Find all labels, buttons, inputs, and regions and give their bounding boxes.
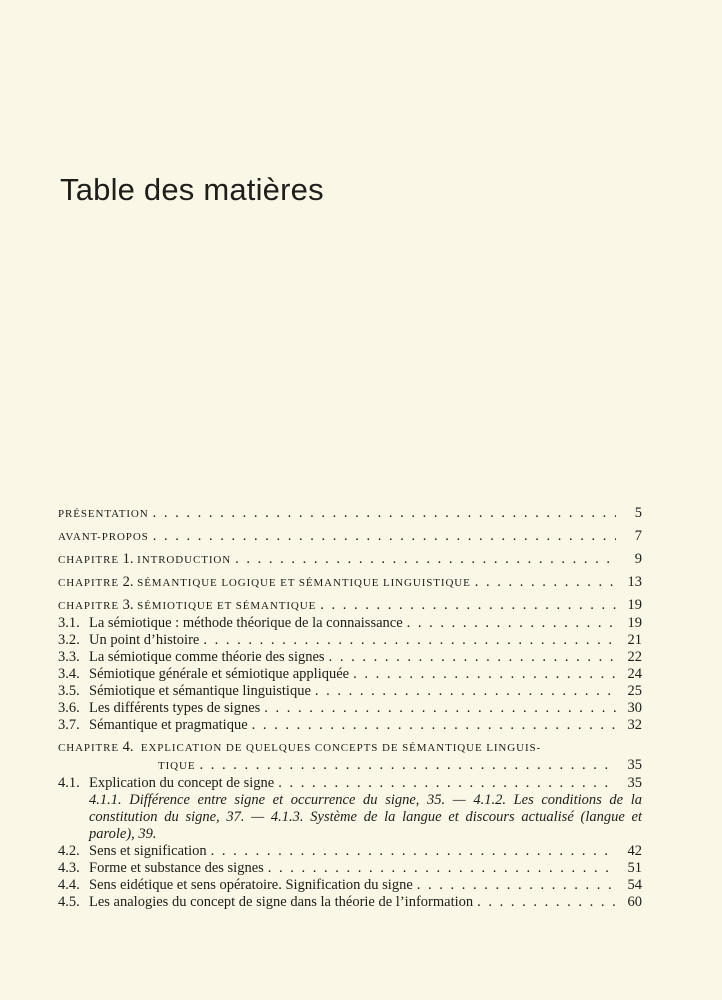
section-label: Sémiotique générale et sémiotique appliquée — [89, 666, 350, 682]
section-page: 35 — [627, 775, 642, 791]
toc-section-4-3[interactable] — [58, 860, 642, 877]
section-number: 4.3. — [58, 860, 80, 876]
section-number: 4.4. — [58, 877, 80, 893]
entry-page: 35 — [627, 757, 642, 773]
toc-entry-chapitre-4-cont — [58, 757, 642, 775]
section-number: 3.6. — [58, 700, 80, 716]
chapter-number: 2. — [122, 574, 134, 590]
entry-label-line2: TIQUE — [158, 760, 196, 772]
dot-leader — [329, 649, 616, 666]
section-label: Sémantique et pragmatique — [89, 717, 248, 733]
section-label: Sémiotique et sémantique linguistique — [89, 683, 311, 699]
entry-page: 9 — [634, 551, 642, 567]
section-number: 3.2. — [58, 632, 80, 648]
section-number: 3.1. — [58, 615, 80, 631]
toc-entry-chapitre-4[interactable] — [58, 739, 642, 757]
section-number: 4.5. — [58, 894, 80, 910]
section-label: Sens et signification — [89, 843, 207, 859]
toc-entry-avant-propos[interactable] — [58, 528, 642, 546]
dot-leader — [153, 505, 616, 522]
section-page: 25 — [627, 683, 642, 699]
toc-section-3-5[interactable] — [58, 683, 642, 700]
entry-page: 7 — [634, 528, 642, 544]
toc-section-3-4[interactable] — [58, 666, 642, 683]
section-label: Un point d’histoire — [89, 632, 200, 648]
toc-section-3-7[interactable] — [58, 717, 642, 734]
section-label: La sémiotique comme théorie des signes — [89, 649, 325, 665]
section-page: 19 — [627, 615, 642, 631]
entry-page: 13 — [627, 574, 642, 590]
chapter-prefix: CHAPITRE — [58, 577, 119, 589]
chapter-number: 4. — [122, 739, 134, 755]
dot-leader — [353, 666, 616, 683]
dot-leader — [203, 632, 616, 649]
entry-label: INTRODUCTION — [137, 554, 232, 566]
section-label: Les analogies du concept de signe dans la théorie de l’information — [89, 894, 474, 910]
dot-leader — [407, 615, 616, 632]
dot-leader — [235, 551, 616, 568]
section-number: 4.2. — [58, 843, 80, 859]
dot-leader — [200, 757, 617, 774]
chapter-prefix: CHAPITRE — [58, 742, 119, 754]
entry-label: AVANT-PROPOS — [58, 531, 149, 543]
section-page: 60 — [627, 894, 642, 910]
dot-leader — [211, 843, 616, 860]
chapter-number: 3. — [122, 597, 134, 613]
dot-leader — [252, 717, 616, 734]
section-page: 54 — [627, 877, 642, 893]
section-number: 4.1. — [58, 775, 80, 791]
entry-page: 5 — [634, 505, 642, 521]
toc-entry-presentation[interactable] — [58, 505, 642, 523]
entry-label: PRÉSENTATION — [58, 508, 149, 520]
section-number: 3.7. — [58, 717, 80, 733]
chapter-prefix: CHAPITRE — [58, 554, 119, 566]
section-number: 3.3. — [58, 649, 80, 665]
subsection-list: 4.1.1. Différence entre signe et occurrence du signe, 35. — 4.1.2. Les conditions de la constitution du signe, 37. — 4.1.3. Système de la langue et discours actualisé (langue et parole), 39. — [89, 792, 642, 842]
chapter-prefix: CHAPITRE — [58, 600, 119, 612]
section-page: 30 — [627, 700, 642, 716]
section-label: Forme et substance des signes — [89, 860, 264, 876]
section-number: 3.5. — [58, 683, 80, 699]
dot-leader — [315, 683, 616, 700]
table-of-contents — [58, 500, 642, 911]
toc-section-4-2[interactable] — [58, 843, 642, 860]
toc-section-4-5[interactable] — [58, 894, 642, 911]
section-page: 22 — [627, 649, 642, 665]
section-page: 24 — [627, 666, 642, 682]
section-label: La sémiotique : méthode théorique de la connaissance — [89, 615, 403, 631]
section-page: 32 — [627, 717, 642, 733]
toc-section-3-3[interactable] — [58, 649, 642, 666]
page-title: Table des matières — [60, 172, 324, 207]
section-number: 3.4. — [58, 666, 80, 682]
section-page: 42 — [627, 843, 642, 859]
section-page: 51 — [627, 860, 642, 876]
section-page: 21 — [627, 632, 642, 648]
toc-section-4-4[interactable] — [58, 877, 642, 894]
toc-section-3-2[interactable] — [58, 632, 642, 649]
dot-leader — [475, 574, 616, 591]
entry-label: SÉMIOTIQUE ET SÉMANTIQUE — [137, 600, 317, 612]
entry-page: 19 — [627, 597, 642, 613]
dot-leader — [153, 528, 616, 545]
toc-section-3-6[interactable] — [58, 700, 642, 717]
chapter-number: 1. — [122, 551, 134, 567]
section-label: Sens eidétique et sens opératoire. Signification du signe — [89, 877, 413, 893]
dot-leader — [477, 894, 616, 911]
toc-section-4-1[interactable] — [58, 775, 642, 792]
toc-entry-chapitre-1[interactable] — [58, 551, 642, 569]
dot-leader — [278, 775, 616, 792]
entry-label: SÉMANTIQUE LOGIQUE ET SÉMANTIQUE LINGUISTIQUE — [137, 577, 471, 589]
toc-entry-chapitre-2[interactable] — [58, 574, 642, 592]
toc-section-3-1[interactable] — [58, 615, 642, 632]
section-label: Les différents types de signes — [89, 700, 261, 716]
toc-entry-chapitre-3[interactable] — [58, 597, 642, 615]
dot-leader — [264, 700, 616, 717]
dot-leader — [320, 597, 616, 614]
section-label: Explication du concept de signe — [89, 775, 275, 791]
dot-leader — [268, 860, 616, 877]
entry-label-line1: EXPLICATION DE QUELQUES CONCEPTS DE SÉMANTIQUE LINGUIS- — [140, 742, 542, 754]
dot-leader — [417, 877, 616, 894]
